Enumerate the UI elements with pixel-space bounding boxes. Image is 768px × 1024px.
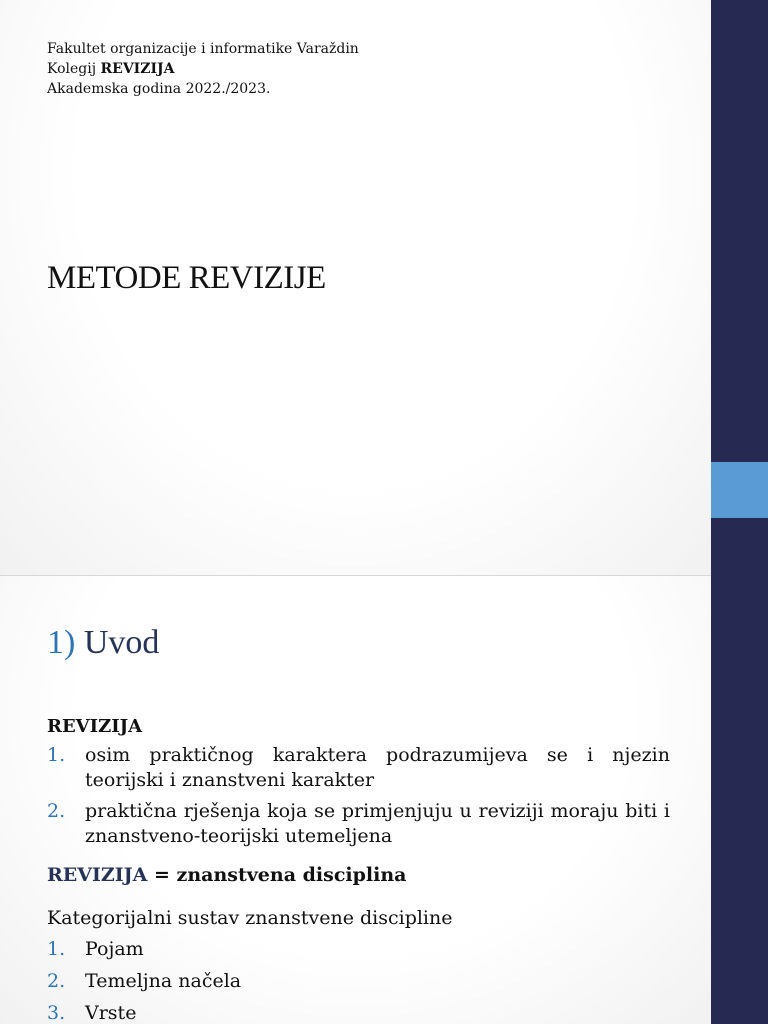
list-item xyxy=(47,937,670,962)
sidebar-accent xyxy=(711,462,768,518)
course-line xyxy=(47,59,359,79)
list-text: Temeljna načela xyxy=(85,970,242,992)
slide-content xyxy=(47,714,670,1024)
faculty-name: Fakultet organizacije i informatike Varaždin xyxy=(47,41,359,57)
categories-list xyxy=(47,937,670,1024)
section-number: 1) xyxy=(47,624,76,661)
list-number: 1. xyxy=(47,938,66,960)
course-prefix: Kolegij xyxy=(47,61,97,77)
academic-year: Akademska godina 2022./2023. xyxy=(47,81,271,97)
slide-title: METODE REVIZIJE xyxy=(47,260,326,296)
list-number: 3. xyxy=(47,1002,66,1024)
section-title xyxy=(47,624,159,662)
discipline-statement xyxy=(47,863,670,888)
list-item xyxy=(47,799,670,849)
slide-header xyxy=(47,39,359,99)
discipline-rest: = znanstvena disciplina xyxy=(154,864,407,886)
points-list xyxy=(47,743,670,849)
list-item xyxy=(47,969,670,994)
list-number: 2. xyxy=(47,970,66,992)
content-heading: REVIZIJA xyxy=(47,716,143,737)
discipline-keyword: REVIZIJA xyxy=(47,864,148,886)
slide-2 xyxy=(0,576,711,1024)
list-text: praktična rješenja koja se primjenjuju u reviziji moraju biti i znanstveno-teorijski utemeljena xyxy=(85,800,670,847)
section-title-text: Uvod xyxy=(83,624,160,661)
categorical-intro: Kategorijalni sustav znanstvene discipline xyxy=(47,907,453,929)
list-text: Vrste xyxy=(85,1002,137,1024)
list-text: osim praktičnog karaktera podrazumijeva se i njezin teorijski i znanstveni karakter xyxy=(85,744,670,791)
course-name: REVIZIJA xyxy=(100,61,175,77)
list-item xyxy=(47,1001,670,1024)
list-text: Pojam xyxy=(85,938,144,960)
list-item xyxy=(47,743,670,793)
list-number: 2. xyxy=(47,800,66,822)
list-number: 1. xyxy=(47,744,66,766)
